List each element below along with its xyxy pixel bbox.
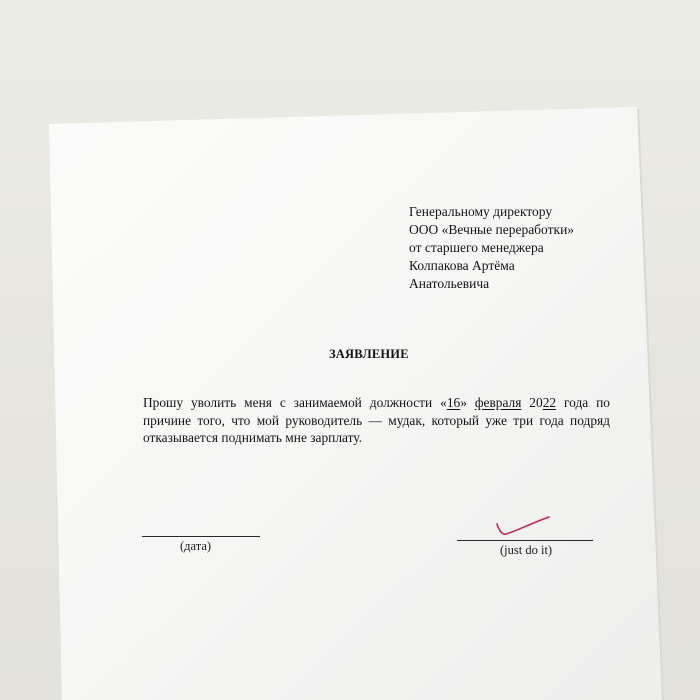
- statement-body: [143, 394, 610, 447]
- date-month: февраля: [474, 395, 522, 410]
- checkmark-signature-icon: [494, 514, 554, 538]
- addressee-line: Генеральному директору: [409, 204, 553, 219]
- body-text-part: 20: [521, 395, 543, 410]
- addressee-block: [409, 203, 574, 293]
- date-year-suffix: 22: [542, 395, 557, 410]
- body-text-part: Прошу уволить меня с занимаемой должности «: [143, 395, 447, 410]
- date-caption: (дата): [180, 539, 212, 553]
- signature-line: [457, 540, 593, 541]
- signature-caption: (just do it): [500, 543, 553, 557]
- addressee-line: от старшего менеджера: [409, 240, 544, 255]
- document-title: ЗАЯВЛЕНИЕ: [329, 347, 409, 361]
- addressee-line: ООО «Вечные переработки»: [409, 222, 575, 237]
- date-day: 16: [446, 395, 461, 410]
- addressee-line: Анатольевича: [409, 276, 490, 291]
- addressee-line: Колпакова Артёма: [409, 258, 515, 273]
- date-line: [142, 536, 260, 537]
- body-text-part: года по причине того, что мой руководитель — мудак, который уже три года подряд отказывается поднимать мне зарплату.: [143, 395, 610, 445]
- body-text-part: »: [460, 395, 475, 410]
